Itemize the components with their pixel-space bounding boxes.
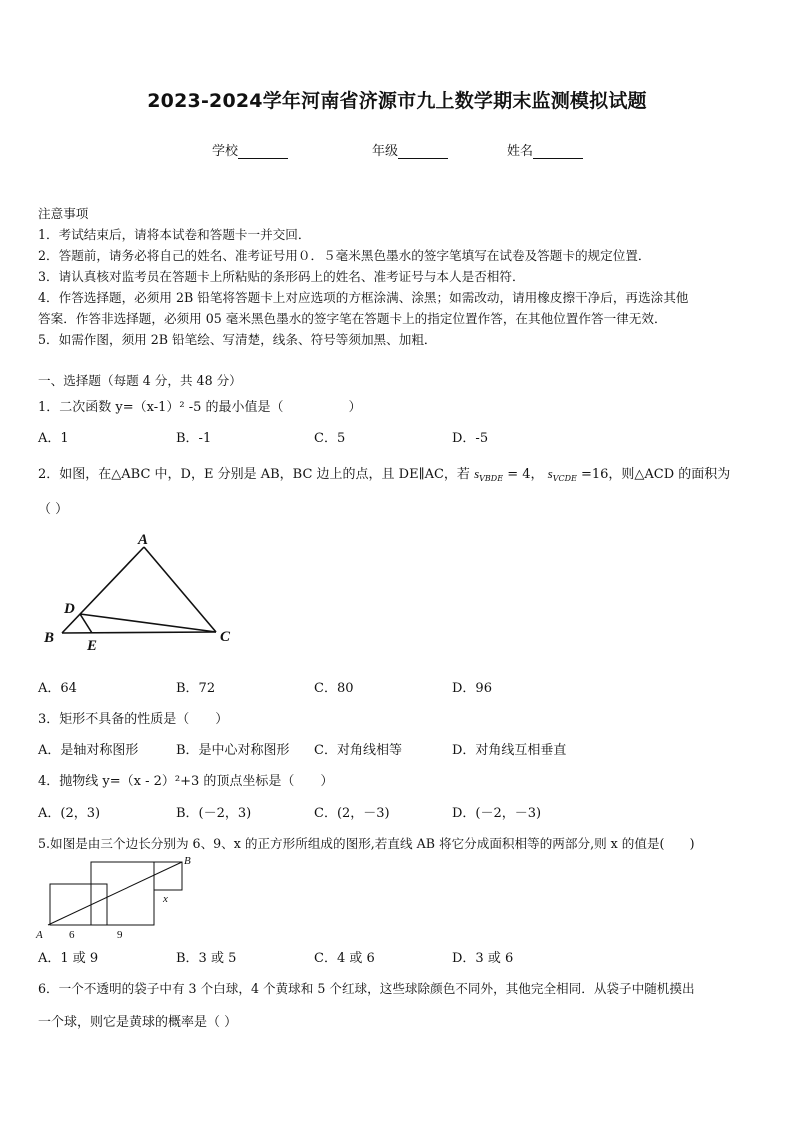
q1-option-c[interactable]: C．5 — [314, 431, 346, 446]
question-4-stem: 4．抛物线 y=（x - 2）²+3 的顶点坐标是（ ） — [38, 774, 334, 789]
notice-item: 1．考试结束后，请将本试卷和答题卡一并交回． — [38, 227, 311, 242]
vertex-label-b: B — [44, 630, 55, 646]
side-ac — [144, 547, 216, 632]
q2-triangle-figure — [36, 525, 246, 655]
grade-label: 年级 — [372, 144, 399, 159]
q2-option-d[interactable]: D．96 — [452, 681, 492, 696]
q2-stem-a: 2．如图，在△ABC 中，D，E 分别是 AB，BC 边上的点，且 DE∥AC，若 — [38, 467, 470, 482]
name-field — [507, 140, 583, 159]
page-title: 2023-2024学年河南省济源市九上数学期末监测模拟试题 — [147, 90, 647, 112]
question-6-stem-line1: 6．一个不透明的袋子中有 3 个白球，4 个黄球和 5 个红球，这些球除颜色不同外，其他完全相同．从袋子中随机摸出 — [38, 981, 695, 996]
q2-option-b[interactable]: B．72 — [176, 681, 216, 696]
length-label-9: 9 — [117, 929, 123, 941]
point-label-e: E — [87, 638, 98, 654]
q4-option-a[interactable]: A．(2，3) — [38, 806, 101, 821]
point-label-b: B — [184, 855, 191, 867]
segment-dc — [80, 614, 216, 632]
notice-item: 答案．作答非选择题，必须用 05 毫米黑色墨水的签字笔在答题卡上的指定位置作答，在其他位置作答一律无效． — [38, 311, 667, 326]
q2-area-bde-subscript: VBDE — [479, 474, 504, 483]
notice-heading: 注意事项 — [38, 206, 89, 221]
segment-de — [80, 614, 92, 633]
grade-blank[interactable] — [398, 144, 448, 159]
grade-field — [372, 140, 448, 159]
school-label: 学校 — [212, 144, 239, 159]
q2-area-cde-subscript: VCDE — [552, 474, 577, 483]
question-2-stem — [38, 463, 730, 483]
vertex-label-c: C — [220, 629, 231, 645]
q5-option-c[interactable]: C．4 或 6 — [314, 951, 375, 966]
square-six — [50, 884, 107, 925]
q5-squares-figure — [34, 852, 204, 944]
q3-option-b[interactable]: B．是中心对称图形 — [176, 743, 290, 758]
q2-option-a[interactable]: A．64 — [38, 681, 77, 696]
q2-option-c[interactable]: C．80 — [314, 681, 354, 696]
question-3-stem: 3．矩形不具备的性质是（ ） — [38, 712, 229, 727]
line-ab — [48, 862, 182, 925]
q4-option-c[interactable]: C．(2，－3) — [314, 806, 390, 821]
square-nine — [91, 862, 154, 925]
length-label-x: x — [163, 893, 168, 905]
q3-option-a[interactable]: A．是轴对称图形 — [38, 743, 139, 758]
q2-area-bde-letter: s — [474, 466, 480, 481]
school-blank[interactable] — [238, 144, 288, 159]
notice-item: 4．作答选择题，必须用 2B 铅笔将答题卡上对应选项的方框涂满、涂黑；如需改动，请用橡皮擦干净后，再选涂其他 — [38, 290, 689, 305]
q2-area-cde-value: =16，则△ACD 的面积为 — [580, 467, 731, 482]
notice-item: 3．请认真核对监考员在答题卡上所粘贴的条形码上的姓名、准考证号与本人是否相符． — [38, 269, 525, 284]
question-1-stem: 1．二次函数 y=（x-1）² -5 的最小值是（ ） — [38, 400, 362, 415]
point-label-a: A — [36, 929, 43, 941]
question-6-stem-line2: 一个球，则它是黄球的概率是（ ） — [38, 1015, 238, 1030]
side-bc — [62, 632, 216, 633]
q4-option-b[interactable]: B．(－2，3) — [176, 806, 252, 821]
q3-option-d[interactable]: D．对角线互相垂直 — [452, 743, 567, 758]
point-label-d: D — [64, 601, 75, 617]
length-label-6: 6 — [69, 929, 75, 941]
notice-item: 2．答题前，请务必将自己的姓名、准考证号用０．５毫米黑色墨水的签字笔填写在试卷及答题卡的规定位置． — [38, 248, 651, 263]
q2-stem-b: （ ） — [38, 502, 69, 517]
q1-option-b[interactable]: B．-1 — [176, 431, 212, 446]
q4-option-d[interactable]: D．(－2，－3) — [452, 806, 542, 821]
question-5-stem: 5.如图是由三个边长分别为 6、9、x 的正方形所组成的图形,若直线 AB 将它分成面积相等的两部分,则 x 的值是( ) — [38, 836, 695, 851]
q5-option-d[interactable]: D．3 或 6 — [452, 951, 514, 966]
school-field — [212, 140, 288, 159]
name-blank[interactable] — [533, 144, 583, 159]
square-x — [154, 862, 182, 890]
q5-option-b[interactable]: B．3 或 5 — [176, 951, 237, 966]
notice-item: 5．如需作图，须用 2B 铅笔绘、写清楚，线条、符号等须加黑、加粗． — [38, 332, 437, 347]
section-heading: 一、选择题（每题 4 分，共 48 分） — [38, 373, 242, 388]
q2-area-bde-value: = 4， — [507, 467, 544, 482]
name-label: 姓名 — [507, 144, 534, 159]
q5-option-a[interactable]: A．1 或 9 — [38, 951, 99, 966]
q1-option-a[interactable]: A．1 — [38, 431, 69, 446]
q2-area-cde-letter: s — [547, 466, 553, 481]
vertex-label-a: A — [138, 532, 149, 548]
q1-option-d[interactable]: D．-5 — [452, 431, 489, 446]
q3-option-c[interactable]: C．对角线相等 — [314, 743, 402, 758]
